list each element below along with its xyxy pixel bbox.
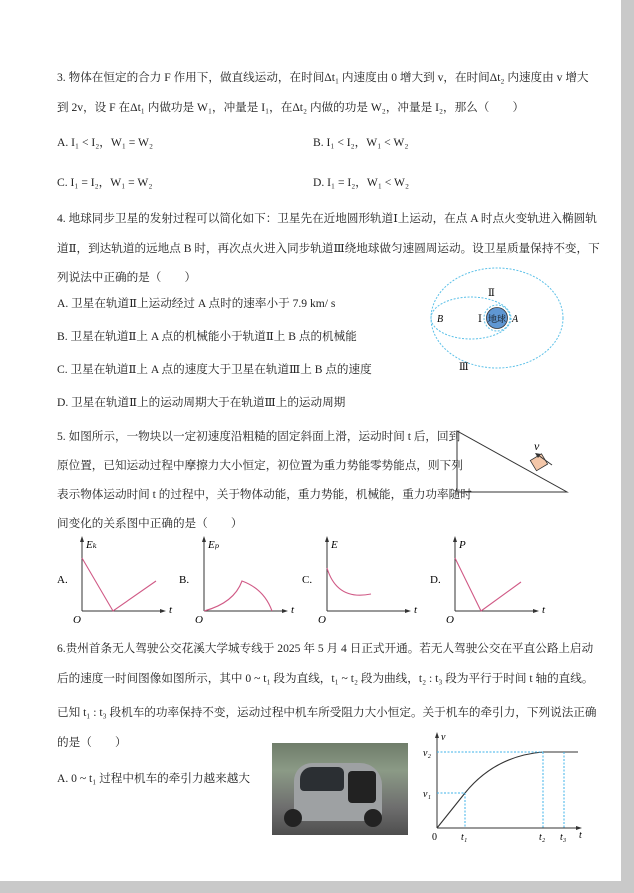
q5-curve bbox=[455, 558, 521, 611]
q5-graph-a bbox=[57, 536, 173, 626]
q3-option-d: D. I₁ = I₂，W₁ < W₂ bbox=[313, 176, 409, 189]
v1-label: v₁ bbox=[423, 789, 431, 800]
orbit-1-label: Ⅰ bbox=[478, 314, 482, 325]
orbit-3-label: Ⅲ bbox=[459, 362, 469, 373]
x-axis-label: t bbox=[169, 604, 173, 616]
q4-option-c: C. 卫星在轨道Ⅱ上 A 点的速度大于卫星在轨道Ⅲ上 B 点的速度 bbox=[57, 363, 372, 376]
earth-label: 地球 bbox=[487, 314, 507, 324]
option-label: C. bbox=[302, 574, 313, 586]
origin-label: O bbox=[195, 614, 203, 626]
q6-line1: 6.贵州首条无人驾驶公交花溪大学城专线于 2025 年 5 月 4 日正式开通。若无人驾驶公交在平直公路上启动 bbox=[57, 642, 594, 655]
q5-curve bbox=[204, 581, 272, 611]
q5-curve bbox=[327, 568, 371, 595]
orbit-2-label: Ⅱ bbox=[488, 288, 495, 299]
q3-line2: 到 2v，设 F 在Δt₁ 内做功是 W₁，冲量是 I₁，在Δt₂ 内做的功是 W₂，冲量是 I₂，那么（ ） bbox=[57, 101, 525, 114]
point-a-label: A bbox=[512, 314, 519, 325]
q4-line3: 列说法中正确的是（ ） bbox=[57, 271, 197, 284]
v2-label: v₂ bbox=[423, 748, 431, 759]
origin-label: O bbox=[446, 614, 454, 626]
q5-graph-b bbox=[179, 536, 295, 626]
y-axis-label: Eₖ bbox=[86, 539, 97, 551]
option-label: D. bbox=[430, 574, 441, 586]
velocity-label: v bbox=[534, 439, 540, 453]
q4-line1: 4. 地球同步卫星的发射过程可以简化如下：卫星先在近地圆形轨道Ⅰ上运动，在点 A 时点火变轨进入椭圆轨 bbox=[57, 212, 597, 225]
q4-line2: 道Ⅱ，到达轨道的远地点 B 时，再次点火进入同步轨道Ⅲ绕地球做匀速圆周运动。设卫星质量保持不变，下 bbox=[57, 242, 600, 255]
origin-label: O bbox=[73, 614, 81, 626]
y-axis-label: P bbox=[459, 539, 466, 551]
q3-line1: 3. 物体在恒定的合力 F 作用下，做直线运动，在时间Δt₁ 内速度由 0 增大到 v，在时间Δt₂ 内速度由 v 增大 bbox=[57, 71, 589, 84]
q5-line3: 表示物体运动时间 t 的过程中，关于物体动能，重力势能，机械能，重力功率随时 bbox=[57, 488, 472, 501]
point-b-label: B bbox=[437, 314, 444, 325]
q3-option-b: B. I₁ < I₂，W₁ < W₂ bbox=[313, 136, 409, 149]
q6-option-a: A. 0 ~ t₁ 过程中机车的牵引力越来越大 bbox=[57, 772, 250, 785]
q6-line4: 的是（ ） bbox=[57, 736, 127, 749]
q4-option-b: B. 卫星在轨道Ⅱ上 A 点的机械能小于轨道Ⅱ上 B 点的机械能 bbox=[57, 330, 357, 343]
x-axis-label: t bbox=[291, 604, 295, 616]
t3-label: t₃ bbox=[560, 832, 567, 843]
t-axis-label: t bbox=[579, 830, 582, 841]
q5-graph-c bbox=[302, 536, 418, 626]
q6-line3: 已知 t₁ : t₃ 段机车的功率保持不变，运动过程中机车所受阻力大小恒定。关于机车的牵引力，下列说法正确 bbox=[57, 706, 597, 719]
option-label: B. bbox=[179, 574, 190, 586]
q5-line1: 5. 如图所示，一物块以一定初速度沿粗糙的固定斜面上滑，运动时间 t 后，回到 bbox=[57, 430, 461, 443]
bus-photo bbox=[272, 743, 408, 835]
q3-option-a: A. I₁ < I₂，W₁ = W₂ bbox=[57, 136, 153, 149]
origin-label: 0 bbox=[432, 832, 437, 843]
q3-option-c: C. I₁ = I₂，W₁ = W₂ bbox=[57, 176, 153, 189]
q5-curve bbox=[82, 558, 156, 611]
x-axis-label: t bbox=[414, 604, 418, 616]
y-axis-label: E bbox=[331, 539, 338, 551]
x-axis-label: t bbox=[542, 604, 546, 616]
q6-line2: 后的速度一时间图像如图所示，其中 0 ~ t₁ 段为直线，t₁ ~ t₂ 段为曲线，t₂ : t₃ 段为平行于时间 t 轴的直线。 bbox=[57, 672, 594, 685]
origin-label: O bbox=[318, 614, 326, 626]
v-axis-label: v bbox=[441, 732, 446, 743]
y-axis-label: Eₚ bbox=[208, 539, 220, 551]
t1-label: t₁ bbox=[461, 832, 468, 843]
q4-option-a: A. 卫星在轨道Ⅱ上运动经过 A 点时的速率小于 7.9 km/ s bbox=[57, 297, 336, 310]
option-label: A. bbox=[57, 574, 68, 586]
t2-label: t₂ bbox=[539, 832, 546, 843]
q5-line2: 原位置，已知运动过程中摩擦力大小恒定，初位置为重力势能零势能点，则下列 bbox=[57, 459, 463, 472]
q5-graph-d bbox=[430, 536, 546, 626]
q5-line4: 间变化的关系图中正确的是（ ） bbox=[57, 517, 243, 530]
q4-option-d: D. 卫星在轨道Ⅱ上的运动周期大于在轨道Ⅲ上的运动周期 bbox=[57, 396, 346, 409]
